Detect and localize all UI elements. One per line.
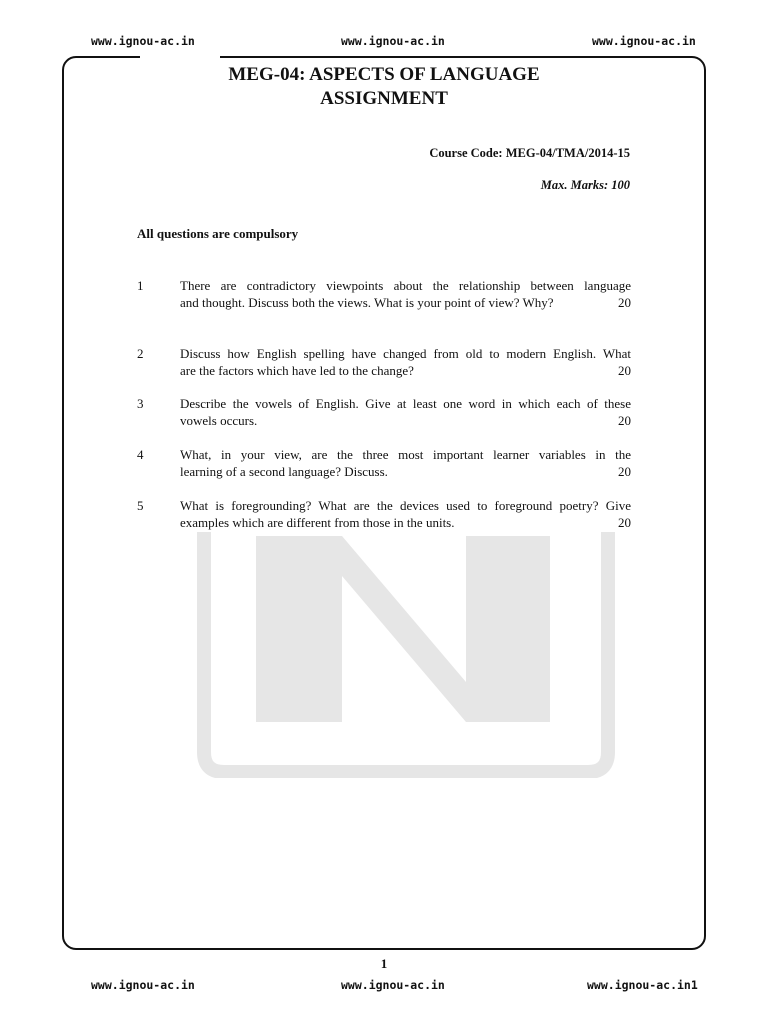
question-marks: 20 <box>618 515 631 530</box>
question-text: Describe the vowels of English. Give at least one word in which each of these <box>180 396 631 411</box>
page-number: 1 <box>380 956 388 971</box>
question-text: are the factors which have led to the change? <box>180 363 414 378</box>
header-link-left[interactable]: www.ignou-ac.in <box>91 34 195 48</box>
instruction: All questions are compulsory <box>137 226 299 241</box>
question-text: Discuss how English spelling have changed from old to modern English. What <box>180 346 631 361</box>
question-text: examples which are different from those in the units. <box>180 515 455 530</box>
question-number: 5 <box>137 498 144 513</box>
n-logo-icon <box>196 532 616 778</box>
header-link-center[interactable]: www.ignou-ac.in <box>341 34 445 48</box>
question-number: 2 <box>137 346 144 361</box>
question-number: 1 <box>137 278 144 293</box>
question-text: vowels occurs. <box>180 413 258 428</box>
question-text: What, in your view, are the three most important learner variables in the <box>180 447 631 462</box>
footer-link-right[interactable]: www.ignou-ac.in1 <box>587 978 698 992</box>
footer-link-center[interactable]: www.ignou-ac.in <box>341 978 445 992</box>
question-text: learning of a second language? Discuss. <box>180 464 388 479</box>
footer-link-left[interactable]: www.ignou-ac.in <box>91 978 195 992</box>
question-text: What is foregrounding? What are the devices used to foreground poetry? Give <box>180 498 631 513</box>
question-marks: 20 <box>618 363 631 378</box>
course-code: Course Code: MEG-04/TMA/2014-15 <box>429 146 630 160</box>
question-number: 3 <box>137 396 144 411</box>
header-link-right[interactable]: www.ignou-ac.in <box>592 34 696 48</box>
question-marks: 20 <box>618 295 631 310</box>
frame-gap <box>140 54 220 60</box>
question-marks: 20 <box>618 413 631 428</box>
document-subtitle: ASSIGNMENT <box>320 88 448 109</box>
document-title: MEG-04: ASPECTS OF LANGUAGE <box>228 64 540 85</box>
question-text: and thought. Discuss both the views. What is your point of view? Why? <box>180 295 554 310</box>
question-text: There are contradictory viewpoints about the relationship between language <box>180 278 631 293</box>
max-marks: Max. Marks: 100 <box>540 178 630 192</box>
question-marks: 20 <box>618 464 631 479</box>
question-number: 4 <box>137 447 144 462</box>
